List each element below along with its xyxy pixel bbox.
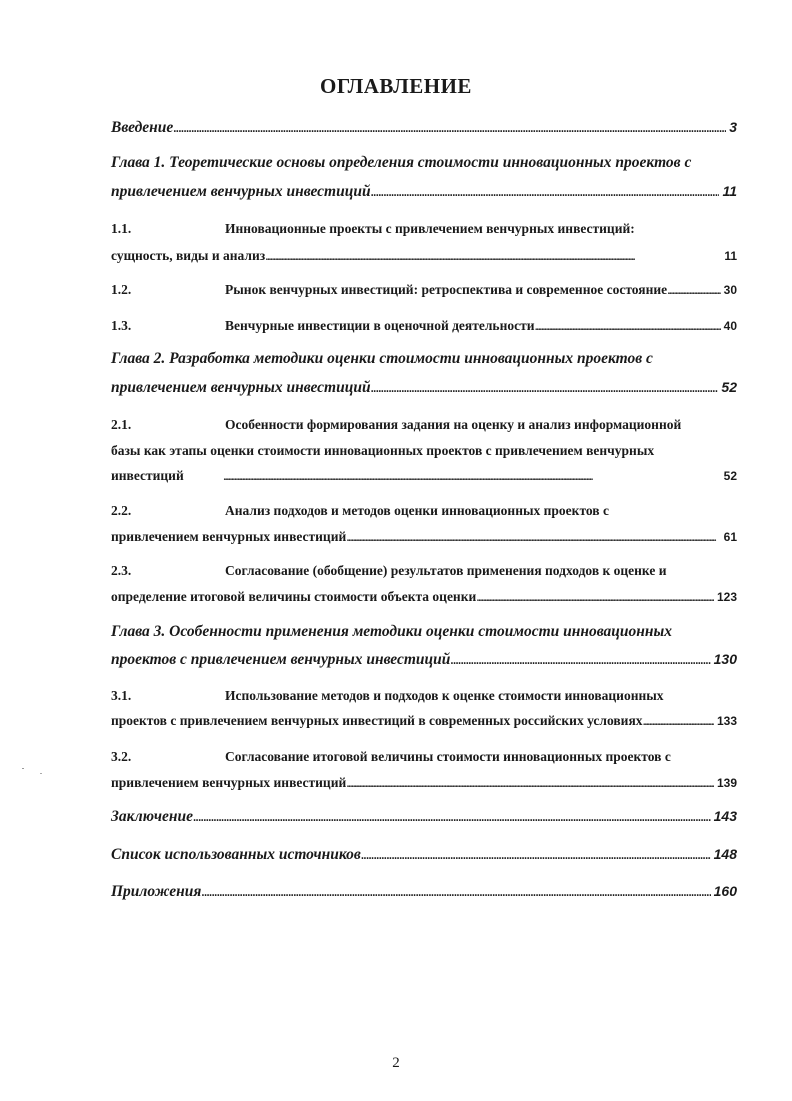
toc-entry-appendices[interactable] bbox=[111, 883, 737, 901]
toc-entry-references[interactable] bbox=[111, 846, 737, 864]
toc-page-number: 139 bbox=[716, 776, 737, 790]
toc-entry-label: Инновационные проекты с привлечением венчурных инвестиций: bbox=[225, 221, 635, 236]
dot-leader bbox=[193, 808, 711, 824]
dot-leader bbox=[371, 379, 719, 395]
dot-leader bbox=[450, 651, 710, 667]
toc-section-2-3-title[interactable] bbox=[111, 563, 737, 579]
toc-entry-conclusion[interactable] bbox=[111, 808, 737, 826]
section-number: 1.2. bbox=[111, 282, 132, 297]
toc-section-3-2[interactable] bbox=[111, 775, 737, 791]
toc-entry-label: Список использованных источников bbox=[111, 846, 361, 863]
toc-entry-label: привлечением венчурных инвестиций bbox=[111, 379, 371, 396]
toc-chapter-1[interactable] bbox=[111, 183, 737, 201]
toc-entry-label: Глава 1. Теоретические основы определения стоимости инновационных проектов с bbox=[111, 154, 692, 171]
toc-section-3-1[interactable] bbox=[111, 713, 737, 729]
scan-speck bbox=[40, 773, 42, 774]
toc-page-number: 11 bbox=[724, 249, 737, 263]
dot-leader bbox=[371, 183, 720, 199]
dot-leader bbox=[346, 775, 714, 789]
toc-chapter-2-title[interactable] bbox=[111, 350, 737, 368]
toc-chapter-2[interactable] bbox=[111, 379, 737, 397]
page-number: 2 bbox=[392, 1055, 400, 1071]
scan-speck bbox=[22, 768, 24, 769]
toc-section-3-1-title[interactable] bbox=[111, 688, 737, 704]
toc-page-number: 30 bbox=[723, 283, 737, 297]
toc-section-1-1-title[interactable] bbox=[111, 221, 737, 237]
toc-entry-label: Использование методов и подходов к оценке стоимости инновационных bbox=[225, 688, 664, 703]
toc-page-number: 148 bbox=[713, 846, 737, 862]
section-number: 1.1. bbox=[111, 221, 132, 236]
toc-page-number: 61 bbox=[723, 530, 737, 544]
toc-page-number: 123 bbox=[716, 590, 737, 604]
toc-entry-label: Рынок венчурных инвестиций: ретроспектива и современное состояние bbox=[225, 282, 668, 297]
dot-leader bbox=[201, 883, 710, 899]
dot-leader bbox=[643, 713, 714, 727]
toc-entry-label: Согласование (обобщение) результатов применения подходов к оценке и bbox=[225, 563, 667, 578]
toc-entry-label: определение итоговой величины стоимости объекта оценки bbox=[111, 589, 477, 604]
toc-page-number: 52 bbox=[721, 379, 737, 395]
toc-chapter-1-title[interactable] bbox=[111, 154, 737, 172]
toc-entry-label: Анализ подходов и методов оценки инновационных проектов с bbox=[225, 503, 609, 518]
toc-chapter-3-title[interactable] bbox=[111, 623, 737, 641]
toc-page-number: 3 bbox=[729, 119, 737, 135]
toc-page-number: 52 bbox=[723, 469, 737, 483]
toc-page-number: 11 bbox=[722, 183, 737, 199]
toc-entry-label: инвестиций bbox=[111, 468, 184, 483]
toc-entry-label: Особенности формирования задания на оценку и анализ информационной bbox=[225, 417, 682, 432]
toc-entry-label: Введение bbox=[111, 119, 174, 136]
toc-section-2-1-cont[interactable] bbox=[111, 443, 737, 459]
dot-leader bbox=[667, 282, 721, 296]
toc-entry-label: проектов с привлечением венчурных инвестиций в современных российских условиях bbox=[111, 713, 643, 728]
toc-entry-label: Глава 2. Разработка методики оценки стоимости инновационных проектов с bbox=[111, 350, 653, 367]
toc-page-number: 40 bbox=[723, 319, 737, 333]
toc-entry-label: привлечением венчурных инвестиций bbox=[111, 775, 347, 790]
toc-entry-label: Венчурные инвестиции в оценочной деятельности bbox=[225, 318, 535, 333]
toc-entry-intro[interactable] bbox=[111, 119, 737, 137]
section-number: 3.1. bbox=[111, 688, 132, 703]
section-number: 3.2. bbox=[111, 749, 132, 764]
dot-leader bbox=[265, 248, 721, 262]
dot-leader bbox=[223, 468, 721, 482]
toc-entry-label: проектов с привлечением венчурных инвестиций bbox=[111, 651, 451, 668]
toc-section-3-2-title[interactable] bbox=[111, 749, 737, 765]
toc-entry-label: привлечением венчурных инвестиций bbox=[111, 183, 371, 200]
dot-leader bbox=[346, 529, 720, 543]
toc-page-number: 160 bbox=[713, 883, 737, 899]
toc-entry-label: Глава 3. Особенности применения методики оценки стоимости инновационных bbox=[111, 623, 673, 640]
toc-section-1-3[interactable] bbox=[111, 318, 737, 334]
section-number: 1.3. bbox=[111, 318, 132, 333]
toc-section-1-2[interactable] bbox=[111, 282, 737, 298]
dot-leader bbox=[361, 846, 711, 862]
toc-section-2-2-title[interactable] bbox=[111, 503, 737, 519]
toc-section-2-3[interactable] bbox=[111, 589, 737, 605]
section-number: 2.2. bbox=[111, 503, 132, 518]
dot-leader bbox=[173, 119, 726, 135]
toc-entry-label: Заключение bbox=[111, 808, 193, 825]
toc-chapter-3[interactable] bbox=[111, 651, 737, 669]
toc-page-number: 143 bbox=[713, 808, 737, 824]
page-title: ОГЛАВЛЕНИЕ bbox=[320, 74, 472, 98]
toc-page-number: 133 bbox=[716, 714, 737, 728]
toc-entry-label: сущность, виды и анализ bbox=[111, 248, 266, 263]
section-number: 2.3. bbox=[111, 563, 132, 578]
toc-section-2-1[interactable] bbox=[111, 468, 737, 484]
toc-entry-label: привлечением венчурных инвестиций bbox=[111, 529, 347, 544]
toc-entry-label: базы как этапы оценки стоимости инновационных проектов с привлечением венчурных bbox=[111, 443, 655, 458]
toc-entry-label: Согласование итоговой величины стоимости инновационных проектов с bbox=[225, 749, 671, 764]
toc-section-2-2[interactable] bbox=[111, 529, 737, 545]
toc-section-2-1-title[interactable] bbox=[111, 417, 737, 433]
dot-leader bbox=[476, 589, 714, 603]
toc-section-1-1[interactable] bbox=[111, 248, 737, 264]
toc-page-number: 130 bbox=[713, 651, 737, 667]
section-number: 2.1. bbox=[111, 417, 132, 432]
toc-entry-label: Приложения bbox=[111, 883, 202, 900]
dot-leader bbox=[535, 318, 721, 332]
